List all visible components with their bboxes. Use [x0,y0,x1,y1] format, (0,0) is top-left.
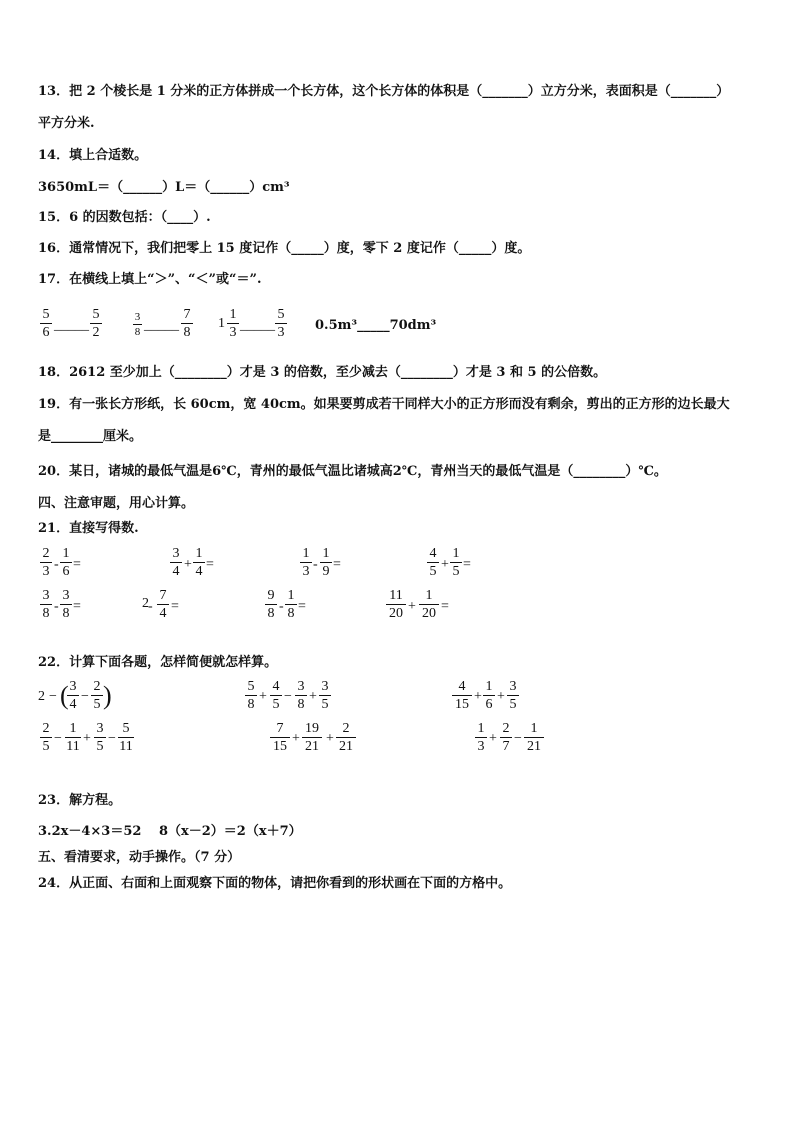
fraction [270,721,290,754]
numerator: 5 [122,721,130,736]
operator: + [441,557,449,572]
denominator: 8 [297,697,305,712]
numerator: 1 [302,546,310,561]
equals-sign: = [298,599,306,614]
denominator: 5 [452,564,460,579]
numerator: 2 [42,546,50,561]
fraction-bar [170,562,182,563]
numerator: 1 [287,588,295,603]
fraction: 5 2 [90,307,102,340]
compare-blank[interactable]: _____ [240,318,275,333]
equals-sign: = [171,599,179,614]
numerator: 1 [425,588,433,603]
fraction [40,721,52,754]
fraction [40,546,52,579]
denominator: 21 [305,739,319,754]
q24: 24．从正面、右面和上面观察下面的物体，请把你看到的形状画在下面的方格中。 [38,876,512,891]
denominator: 3 [42,564,50,579]
fraction [320,546,332,579]
denominator: 8 [247,697,255,712]
fraction [170,546,182,579]
fraction: 3 8 [134,311,141,338]
fraction-bar [193,562,205,563]
denominator: 7 [502,739,510,754]
denominator: 5 [96,739,104,754]
fraction [91,679,103,712]
denominator: 15 [455,697,469,712]
numerator: 1 [485,679,493,694]
fraction-bar [245,695,257,696]
denominator: 3 [477,739,485,754]
fraction-bar [427,562,439,563]
numerator: 3 [297,679,305,694]
denominator: 5 [509,697,517,712]
fraction-bar [65,737,81,738]
q23-title: 23．解方程。 [38,793,122,808]
numerator: 2 [502,721,510,736]
numerator: 3 [69,679,77,694]
numerator: 3 [62,588,70,603]
operator: + [259,689,267,704]
operator: + [83,731,91,746]
denominator: 4 [195,564,203,579]
fraction-bar [94,737,106,738]
fraction [483,679,495,712]
numerator: 3 [172,546,180,561]
numerator: 1 [62,546,70,561]
q17-last: 0.5m³_____70dm³ [315,318,437,333]
fraction: 5 6 [40,307,52,340]
operator: − [284,689,292,704]
fraction-bar [300,562,312,563]
denominator: 5 [42,739,50,754]
fraction-bar [320,562,332,563]
numerator: 3 [96,721,104,736]
fraction [500,721,512,754]
fraction-bar [450,562,462,563]
numerator: 1 [322,546,330,561]
fraction [419,588,439,621]
fraction-bar [483,695,495,696]
fraction-bar [40,604,52,605]
denominator: 6 [485,697,493,712]
numerator: 7 [276,721,284,736]
fraction-bar [40,562,52,563]
operator: + [184,557,192,572]
fraction: 5 3 [275,307,287,340]
fraction-bar [336,737,356,738]
fraction [507,679,519,712]
denominator: 8 [42,606,50,621]
denominator: 5 [429,564,437,579]
q21-title: 21．直接写得数. [38,521,139,536]
operator: - [54,557,59,572]
numerator: 2 [93,679,101,694]
operator: - [279,599,284,614]
operator: + [489,731,497,746]
numerator: 1 [530,721,538,736]
fraction [319,679,331,712]
denominator: 8 [287,606,295,621]
denominator: 6 [62,564,70,579]
q17-title: 17．在横线上填上“＞”、“＜”或“＝”. [38,272,262,287]
denominator: 21 [527,739,541,754]
fraction-bar [319,695,331,696]
denominator: 8 [62,606,70,621]
operator: − [108,731,116,746]
q18: 18．2612 至少加上（________）才是 3 的倍数，至少减去（________）才是 3 和 5 的公倍数。 [38,365,607,380]
section-4-title: 四、注意审题，用心计算。 [38,496,195,511]
fraction [427,546,439,579]
equals-sign: = [463,557,471,572]
numerator: 9 [267,588,275,603]
numerator: 7 [159,588,167,603]
open-paren: ( [60,681,69,710]
fraction-bar [419,604,439,605]
q20: 20．某日，诸城的最低气温是6℃，青州的最低气温比诸城高2℃，青州当天的最低气温是（________）℃。 [38,464,667,479]
q19-line1: 19．有一张长方形纸，长 60cm，宽 40cm。如果要剪成若干同样大小的正方形而没有剩余，剪出的正方形的边长最大 [38,397,730,412]
numerator: 3 [321,679,329,694]
fraction-bar [60,562,72,563]
numerator: 4 [272,679,280,694]
denominator: 20 [389,606,403,621]
fraction: 1 3 [227,307,239,340]
denominator: 15 [273,739,287,754]
fraction [285,588,297,621]
equals-sign: = [73,557,81,572]
fraction-bar [452,695,472,696]
q16: 16．通常情况下，我们把零上 15 度记作（_____）度，零下 2 度记作（_____）度。 [38,241,531,256]
equals-sign: = [333,557,341,572]
numerator: 11 [389,588,403,603]
operator: + [497,689,505,704]
fraction [450,546,462,579]
operator: + [309,689,317,704]
numerator: 3 [42,588,50,603]
q14-body: 3650mL＝（______）L＝（______）cm³ [38,180,290,195]
fraction-bar [302,737,322,738]
denominator: 8 [267,606,275,621]
q14-title: 14．填上合适数。 [38,148,148,163]
compare-blank[interactable]: _____ [144,318,179,333]
numerator: 4 [458,679,466,694]
denominator: 5 [321,697,329,712]
operator: + [474,689,482,704]
denominator: 5 [272,697,280,712]
fraction-bar [60,604,72,605]
fraction [60,588,72,621]
fraction [94,721,106,754]
denominator: 9 [322,564,330,579]
fraction-bar [270,695,282,696]
q19-line2: 是________厘米。 [38,429,143,444]
fraction-bar [118,737,134,738]
denominator: 3 [302,564,310,579]
fraction-bar [40,737,52,738]
numerator: 2 [42,721,50,736]
fraction-bar [270,737,290,738]
operator: - [54,599,59,614]
numerator: 4 [429,546,437,561]
fraction [118,721,134,754]
fraction [265,588,277,621]
denominator: 20 [422,606,436,621]
fraction-bar [265,604,277,605]
fraction [386,588,406,621]
fraction [60,546,72,579]
numerator: 3 [509,679,517,694]
operator: - [313,557,318,572]
q13-line1: 13．把 2 个棱长是 1 分米的正方体拼成一个长方体，这个长方体的体积是（_______）立方分米，表面积是（_______） [38,84,730,99]
fraction [452,679,472,712]
denominator: 4 [159,606,167,621]
fraction-bar [386,604,406,605]
fraction [270,679,282,712]
operator: − [81,689,89,704]
section-5-title: 五、看清要求，动手操作。（7 分） [38,850,241,865]
denominator: 5 [93,697,101,712]
fraction [193,546,205,579]
whole-number: 2 [142,596,149,611]
close-paren: ) [103,681,112,710]
fraction-bar [157,604,169,605]
q13-line2: 平方分米. [38,116,95,131]
equals-sign: = [206,557,214,572]
fraction [245,679,257,712]
operator: - [148,599,153,614]
fraction [65,721,81,754]
fraction-bar [475,737,487,738]
fraction: 7 8 [181,307,193,340]
operator: − [54,731,62,746]
operator: − [514,731,522,746]
fraction-bar [295,695,307,696]
fraction [475,721,487,754]
q22-title: 22．计算下面各题，怎样简便就怎样算。 [38,655,278,670]
operator: + [326,731,334,746]
numerator: 19 [305,721,319,736]
fraction [295,679,307,712]
fraction-bar [524,737,544,738]
fraction [524,721,544,754]
denominator: 21 [339,739,353,754]
fraction-bar [91,695,103,696]
denominator: 4 [172,564,180,579]
numerator: 1 [452,546,460,561]
fraction [300,546,312,579]
equals-sign: = [441,599,449,614]
operator: − [49,689,57,704]
operator: + [292,731,300,746]
denominator: 11 [119,739,133,754]
compare-blank[interactable]: _____ [54,318,89,333]
mixed-whole: 1 [218,316,225,331]
numerator: 1 [195,546,203,561]
fraction-bar [67,695,79,696]
fraction-bar [507,695,519,696]
fraction-bar [285,604,297,605]
denominator: 11 [66,739,80,754]
numerator: 5 [247,679,255,694]
fraction [336,721,356,754]
fraction [67,679,79,712]
numerator: 1 [477,721,485,736]
whole-number: 2 [38,689,45,704]
fraction-bar [500,737,512,738]
denominator: 4 [69,697,77,712]
fraction [302,721,322,754]
fraction [157,588,169,621]
fraction [40,588,52,621]
q15: 15．6 的因数包括：（____）. [38,210,211,225]
equals-sign: = [73,599,81,614]
numerator: 1 [69,721,77,736]
numerator: 2 [342,721,350,736]
operator: + [408,599,416,614]
q23-equations: 3.2x－4×3＝52 8（x－2）＝2（x＋7） [38,824,302,839]
